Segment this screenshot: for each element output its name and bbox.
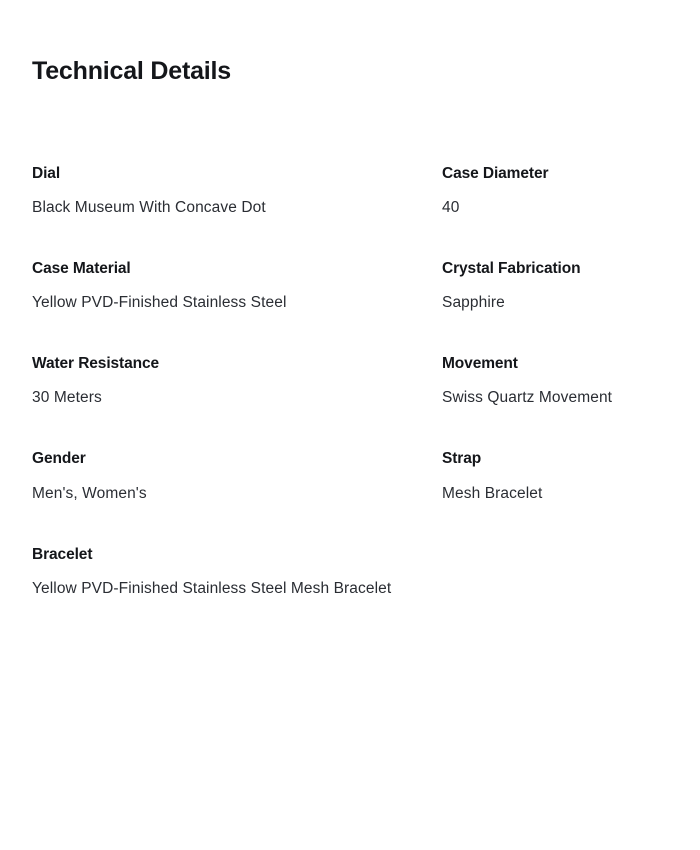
spec-item-bracelet — [32, 545, 412, 601]
spec-label: Dial — [32, 165, 61, 182]
spec-item-case-diameter — [442, 164, 668, 220]
spec-label: Gender — [32, 450, 86, 468]
spec-item-crystal-fabrication — [442, 259, 668, 315]
spec-label: Case Diameter — [442, 165, 549, 182]
spec-value: Swiss Quartz Movement — [442, 389, 613, 407]
spec-label: Water Resistance — [32, 355, 160, 373]
spec-value: Men's, Women's — [32, 484, 147, 502]
spec-item-case-material — [32, 259, 412, 315]
spec-item-movement — [442, 354, 668, 410]
spec-label: Strap — [442, 450, 482, 468]
spec-item-dial — [32, 164, 412, 220]
specs-grid — [32, 164, 668, 640]
spec-label: Movement — [442, 355, 518, 373]
spec-value: Black Museum With Concave Dot — [32, 199, 266, 217]
spec-value: 30 Meters — [32, 389, 102, 407]
spec-item-strap — [442, 449, 668, 505]
page-title: Technical Details — [32, 57, 231, 85]
spec-value: Yellow PVD-Finished Stainless Steel Mesh Bracelet — [32, 579, 392, 597]
spec-value: 40 — [442, 199, 460, 217]
spec-label: Crystal Fabrication — [442, 260, 581, 278]
spec-value: Mesh Bracelet — [442, 484, 543, 502]
spec-item-gender — [32, 449, 412, 505]
spec-item-water-resistance — [32, 354, 412, 410]
spec-value: Yellow PVD-Finished Stainless Steel — [32, 294, 287, 312]
spec-label: Case Material — [32, 260, 131, 278]
spec-label: Bracelet — [32, 545, 93, 563]
spec-value: Sapphire — [442, 294, 505, 312]
